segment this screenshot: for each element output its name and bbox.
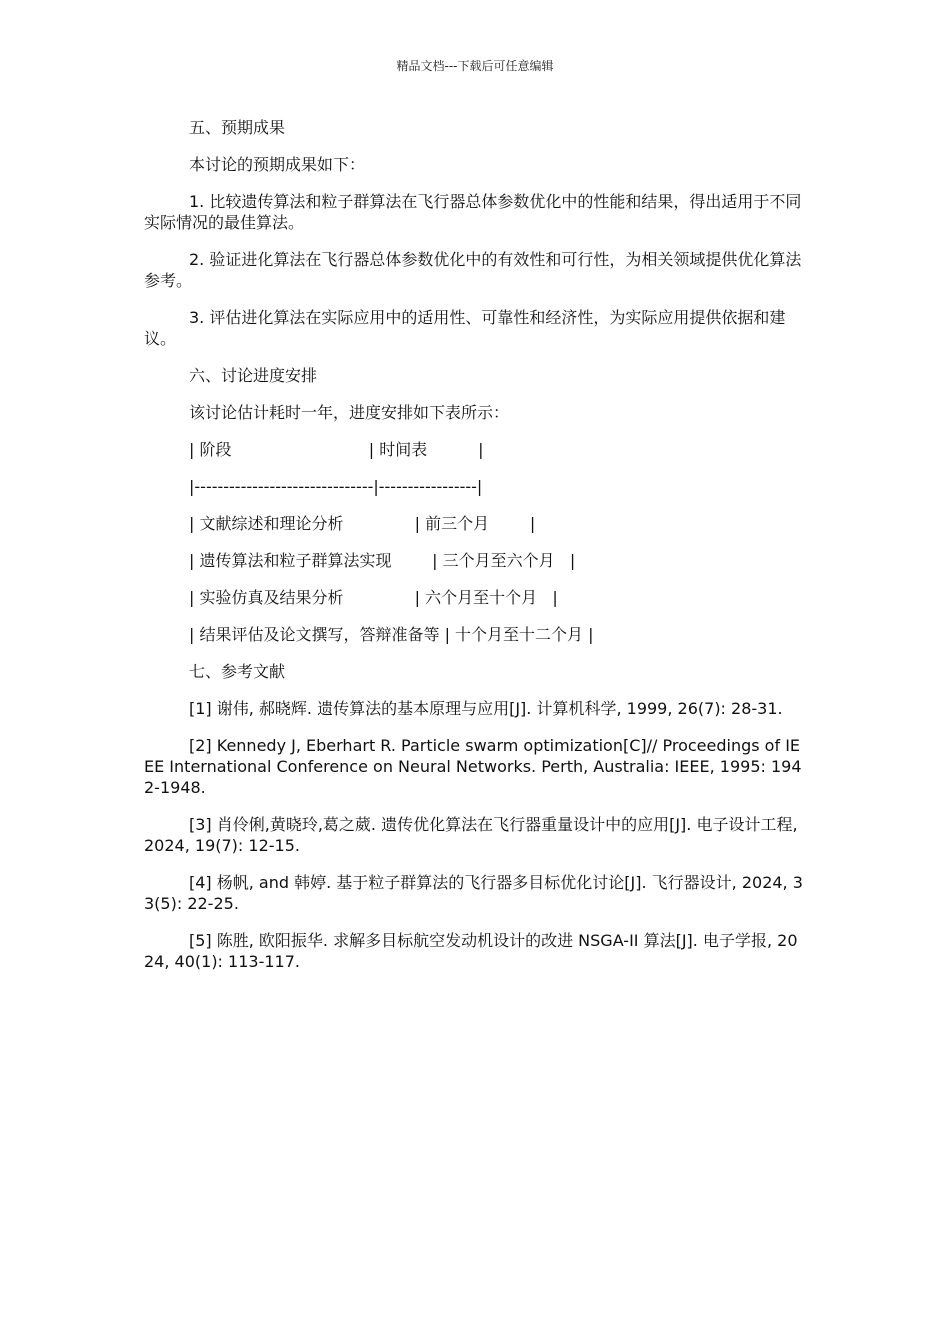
section-heading-schedule: 六、讨论进度安排 — [189, 366, 318, 385]
reference-item: [3] 肖伶俐,黄晓玲,葛之葳. 遗传优化算法在飞行器重量设计中的应用[J]. 电子设计工程, 2024, 19(7): 12-15. — [144, 815, 798, 855]
table-row-header: | 阶段 | 时间表 | — [189, 440, 484, 459]
table-row: | 遗传算法和粒子群算法实现 | 三个月至六个月 | — [189, 551, 576, 570]
table-row: | 文献综述和理论分析 | 前三个月 | — [189, 514, 536, 533]
reference-item: [4] 杨帆, and 韩婷. 基于粒子群算法的飞行器多目标优化讨论[J]. 飞行器设计, 2024, 33(5): 22-25. — [144, 873, 803, 913]
section-heading-references: 七、参考文献 — [189, 662, 286, 681]
reference-item: [1] 谢伟, 郝晓辉. 遗传算法的基本原理与应用[J]. 计算机科学, 1999, 26(7): 28-31. — [189, 699, 783, 718]
page-header: 精品文档---下载后可任意编辑 — [396, 59, 554, 73]
result-item-2: 2. 验证进化算法在飞行器总体参数优化中的有效性和可行性，为相关领域提供优化算法参考。 — [144, 250, 802, 290]
paragraph-schedule-intro: 该讨论估计耗时一年，进度安排如下表所示： — [189, 403, 510, 422]
result-item-1: 1. 比较遗传算法和粒子群算法在飞行器总体参数优化中的性能和结果，得出适用于不同实际情况的最佳算法。 — [144, 192, 802, 232]
document-body — [144, 117, 806, 988]
paragraph-intro: 本讨论的预期成果如下： — [189, 155, 366, 174]
table-row-separator: |-------------------------------|-----------------| — [189, 477, 483, 496]
reference-item: [5] 陈胜, 欧阳振华. 求解多目标航空发动机设计的改进 NSGA-II 算法[J]. 电子学报, 2024, 40(1): 113-117. — [144, 931, 798, 971]
reference-item: [2] Kennedy J, Eberhart R. Particle swarm optimization[C]// Proceedings of IEEE International Conference on Neural Networks. Perth, Australia: IEEE, 1995: 1942-1948. — [144, 736, 802, 797]
result-item-3: 3. 评估进化算法在实际应用中的适用性、可靠性和经济性，为实际应用提供依据和建议。 — [144, 308, 786, 348]
table-row: | 实验仿真及结果分析 | 六个月至十个月 | — [189, 588, 558, 607]
section-heading-expected-results: 五、预期成果 — [189, 118, 286, 137]
table-row: | 结果评估及论文撰写，答辩准备等 | 十个月至十二个月 | — [189, 625, 594, 644]
